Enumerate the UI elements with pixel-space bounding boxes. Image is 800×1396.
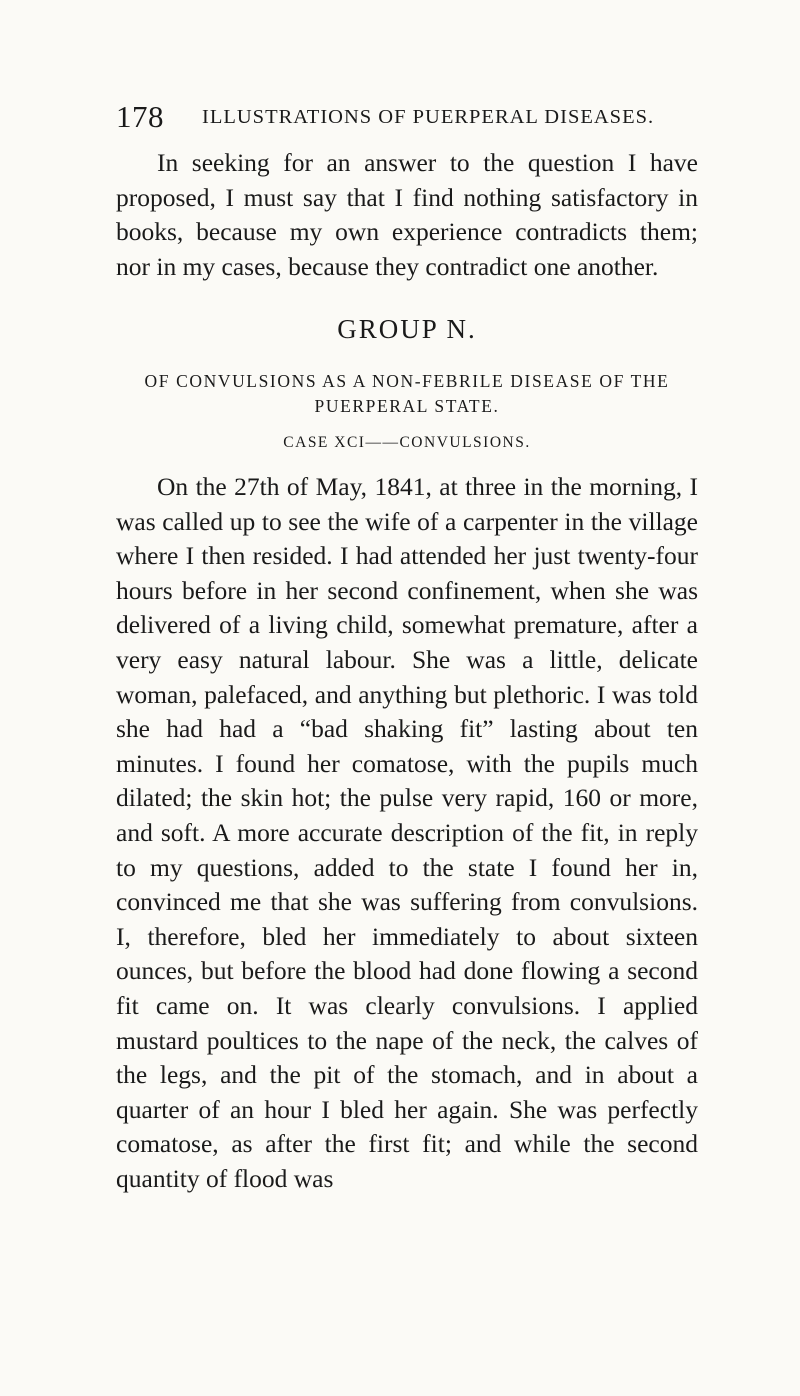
page-number: 178 — [116, 99, 164, 134]
group-subtitle: OF CONVULSIONS AS A NON-FEBRILE DISEASE OF THE PUERPERAL STATE. — [144, 371, 670, 416]
group-heading: GROUP N. — [337, 314, 477, 344]
running-header — [116, 100, 736, 134]
intro-paragraph: In seeking for an answer to the question I have proposed, I must say that I find nothing satisfactory in books, because my own experience contradicts them; nor in my cases, because they contradict one another. — [116, 148, 698, 281]
running-title: ILLUSTRATIONS OF PUERPERAL DISEASES. — [202, 106, 655, 128]
case-paragraph: On the 27th of May, 1841, at three in the morning, I was called up to see the wife of a carpenter in the village where I then resided. I had attended her just twenty-four hours before in her second confinement, when she was delivered of a living child, somewhat premature, after a very easy natural labour. She was a little, delicate woman, palefaced, and anything but plethoric. I was told she had had a “bad shaking fit” lasting about ten minutes. I found her comatose, with the pupils much dilated; the skin hot; the pulse very rapid, 160 or more, and soft. A more accurate description of the fit, in reply to my questions, added to the state I found her in, convinced me that she was suffering from convulsions. I, therefore, bled her immediately to about sixteen ounces, but before the blood had done flowing a second fit came on. It was clearly convulsions. I applied mustard poultices to the nape of the neck, the calves of the legs, and the pit of the stomach, and in about a quarter of an hour I bled her again. She was perfectly comatose, as after the first fit; and while the second quantity of flood was — [116, 472, 698, 1193]
case-heading: CASE XCI——CONVULSIONS. — [283, 434, 531, 451]
